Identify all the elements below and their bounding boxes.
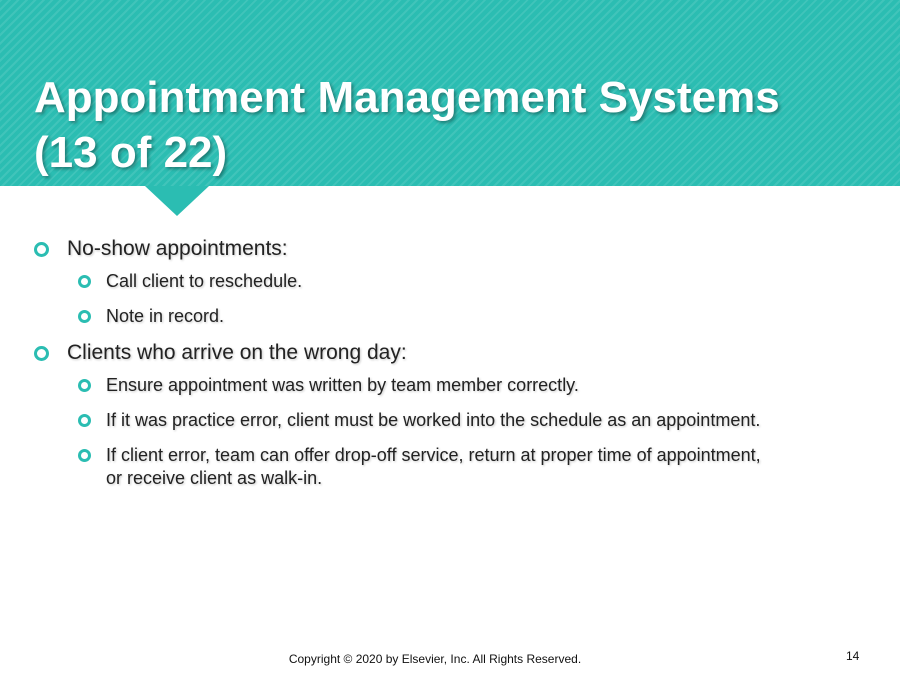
sub-bullet-call-client: [34, 270, 774, 293]
bullet-text: No-show appointments:: [67, 237, 288, 260]
copyright-footer: Copyright © 2020 by Elsevier, Inc. All Rights Reserved.: [288, 652, 582, 666]
sub-bullet-client-error: [34, 444, 774, 490]
bullet-no-show: [34, 236, 774, 262]
sub-bullet-practice-error: [34, 409, 774, 432]
page-number: 14: [846, 649, 860, 663]
slide-title-line-1: Appointment Management Systems: [34, 73, 780, 122]
bullet-wrong-day: [34, 340, 774, 366]
slide-title-line-2: (13 of 22): [34, 128, 228, 177]
circle-bullet-icon: [78, 449, 91, 462]
bullet-text: If client error, team can offer drop-off service, return at proper time of appointment, or receive client as walk-in.: [106, 445, 761, 488]
sub-bullet-ensure-appointment: [34, 374, 774, 397]
bullet-text: Ensure appointment was written by team member correctly.: [106, 375, 579, 395]
bullet-text: Call client to reschedule.: [106, 271, 303, 291]
circle-bullet-icon: [78, 310, 91, 323]
circle-bullet-icon: [78, 414, 91, 427]
circle-bullet-icon: [78, 379, 91, 392]
circle-bullet-icon: [34, 242, 49, 257]
slide-title: [34, 70, 874, 180]
sub-bullet-note-record: [34, 305, 774, 328]
slide-body: [34, 236, 774, 502]
circle-bullet-icon: [78, 275, 91, 288]
bullet-text: Clients who arrive on the wrong day:: [67, 341, 407, 364]
bullet-text: Note in record.: [106, 306, 225, 326]
title-band-pointer: [145, 186, 209, 216]
circle-bullet-icon: [34, 346, 49, 361]
bullet-text: If it was practice error, client must be worked into the schedule as an appointment.: [106, 410, 761, 430]
